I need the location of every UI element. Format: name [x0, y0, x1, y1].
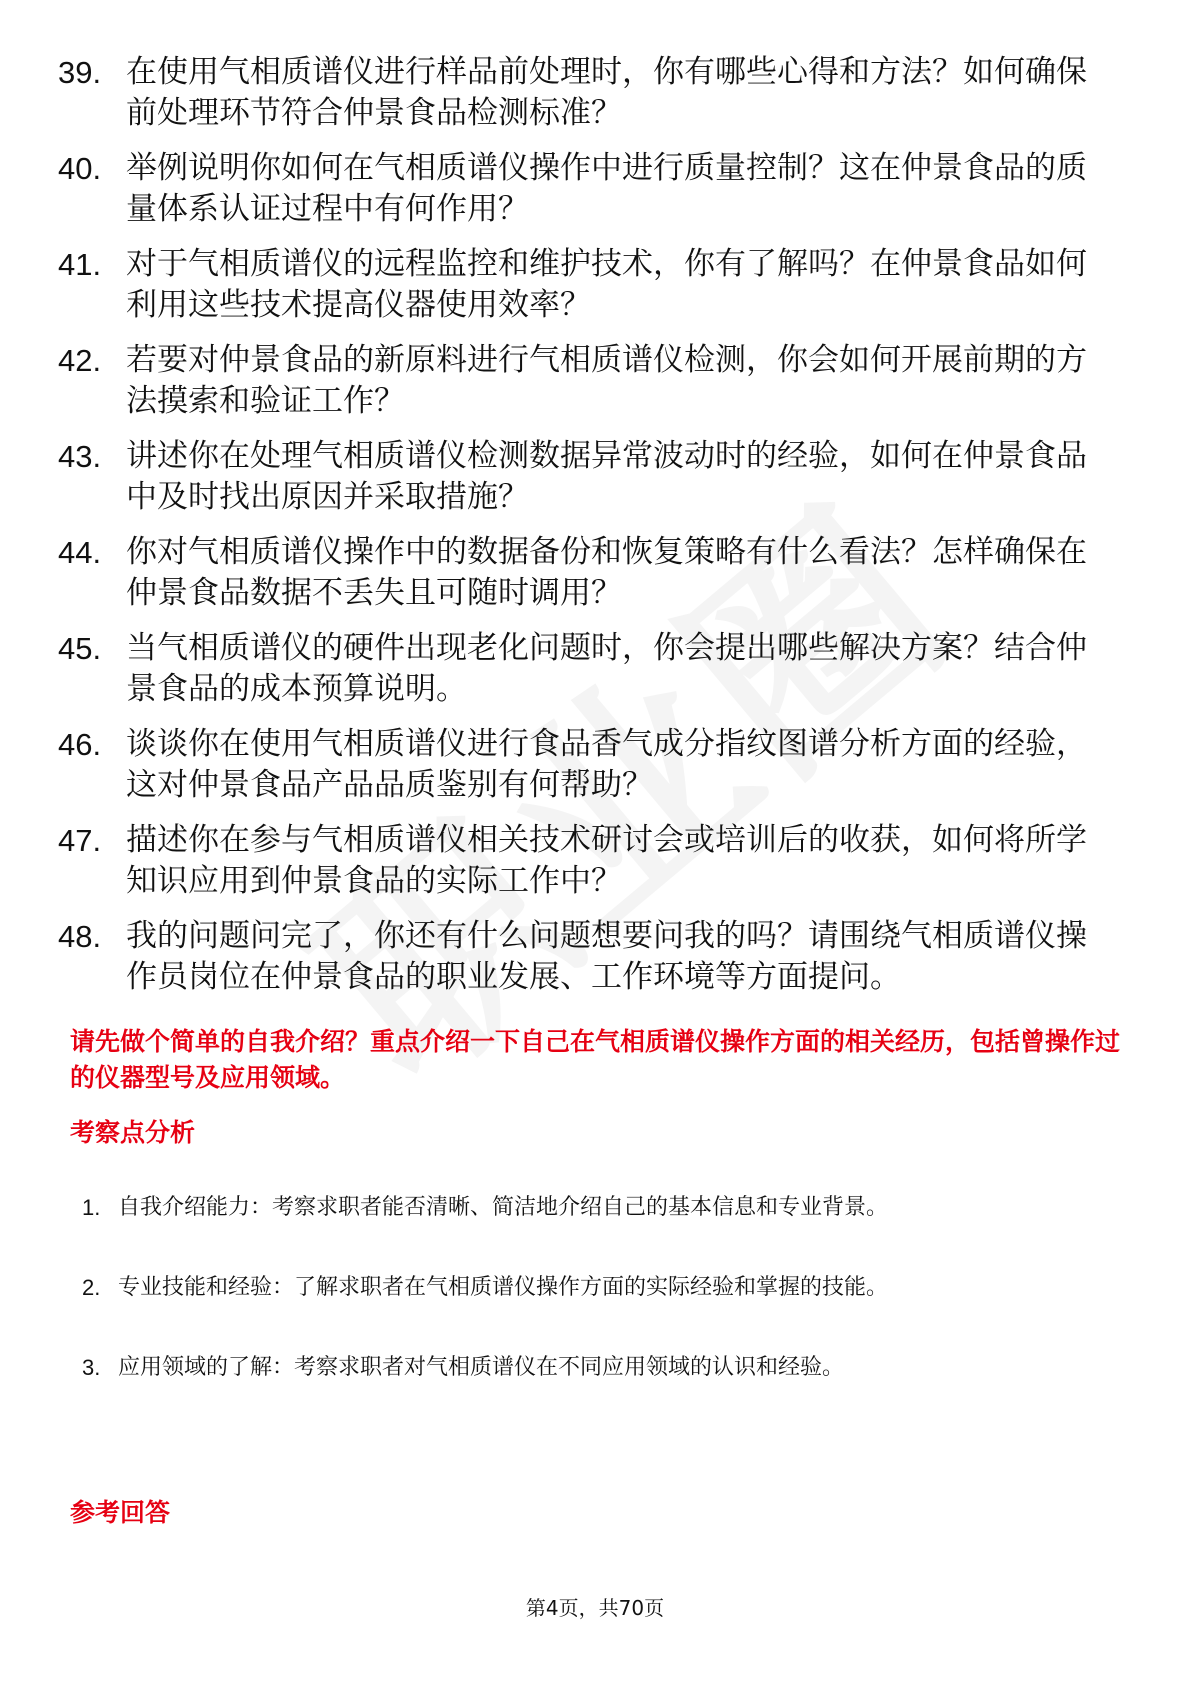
analysis-number: 2.	[82, 1275, 101, 1300]
question-text: 谈谈你在使用气相质谱仪进行食品香气成分指纹图谱分析方面的经验，这对仲景食品产品品质鉴别有何帮助？	[126, 726, 1087, 803]
analysis-text: 自我介绍能力：考察求职者能否清晰、简洁地介绍自己的基本信息和专业背景。	[118, 1195, 889, 1220]
question-list	[58, 52, 1108, 1012]
question-number: 41.	[58, 247, 102, 282]
question-text: 描述你在参与气相质谱仪相关技术研讨会或培训后的收获，如何将所学知识应用到仲景食品的实际工作中？	[126, 822, 1087, 899]
analysis-item	[82, 1260, 1102, 1315]
analysis-heading: 考察点分析	[70, 1118, 196, 1147]
question-number: 40.	[58, 151, 102, 186]
question-item	[58, 724, 1108, 806]
question-number: 39.	[58, 55, 102, 90]
question-number: 48.	[58, 919, 102, 954]
question-text: 举例说明你如何在气相质谱仪操作中进行质量控制？这在仲景食品的质量体系认证过程中有何作用？	[126, 150, 1087, 227]
question-item	[58, 532, 1108, 614]
question-text: 若要对仲景食品的新原料进行气相质谱仪检测，你会如何开展前期的方法摸索和验证工作？	[126, 342, 1087, 419]
question-item	[58, 52, 1108, 134]
question-number: 45.	[58, 631, 102, 666]
analysis-number: 1.	[82, 1195, 101, 1220]
question-item	[58, 244, 1108, 326]
question-text: 讲述你在处理气相质谱仪检测数据异常波动时的经验，如何在仲景食品中及时找出原因并采取措施？	[126, 438, 1087, 515]
question-number: 43.	[58, 439, 102, 474]
question-item	[58, 436, 1108, 518]
question-text: 我的问题问完了，你还有什么问题想要问我的吗？请围绕气相质谱仪操作员岗位在仲景食品的职业发展、工作环境等方面提问。	[126, 918, 1087, 995]
question-item	[58, 820, 1108, 902]
question-item	[58, 148, 1108, 230]
question-text: 在使用气相质谱仪进行样品前处理时，你有哪些心得和方法？如何确保前处理环节符合仲景食品检测标准？	[126, 54, 1087, 131]
featured-question: 请先做个简单的自我介绍？重点介绍一下自己在气相质谱仪操作方面的相关经历，包括曾操作过的仪器型号及应用领域。	[70, 1027, 1121, 1092]
analysis-list	[82, 1180, 1102, 1420]
analysis-item	[82, 1340, 1102, 1395]
question-number: 44.	[58, 535, 102, 570]
question-item	[58, 916, 1108, 998]
analysis-number: 3.	[82, 1355, 101, 1380]
question-text: 对于气相质谱仪的远程监控和维护技术，你有了解吗？在仲景食品如何利用这些技术提高仪器使用效率？	[126, 246, 1087, 323]
page-number-footer: 第4页，共70页	[525, 1596, 665, 1620]
question-item	[58, 628, 1108, 710]
question-number: 46.	[58, 727, 102, 762]
question-number: 42.	[58, 343, 102, 378]
question-text: 你对气相质谱仪操作中的数据备份和恢复策略有什么看法？怎样确保在仲景食品数据不丢失且可随时调用？	[126, 534, 1087, 611]
analysis-text: 应用领域的了解：考察求职者对气相质谱仪在不同应用领域的认识和经验。	[118, 1355, 845, 1380]
analysis-text: 专业技能和经验：了解求职者在气相质谱仪操作方面的实际经验和掌握的技能。	[118, 1275, 889, 1300]
reference-answer-heading: 参考回答	[70, 1498, 171, 1527]
question-number: 47.	[58, 823, 102, 858]
question-text: 当气相质谱仪的硬件出现老化问题时，你会提出哪些解决方案？结合仲景食品的成本预算说明。	[126, 630, 1087, 707]
question-item	[58, 340, 1108, 422]
analysis-item	[82, 1180, 1102, 1235]
